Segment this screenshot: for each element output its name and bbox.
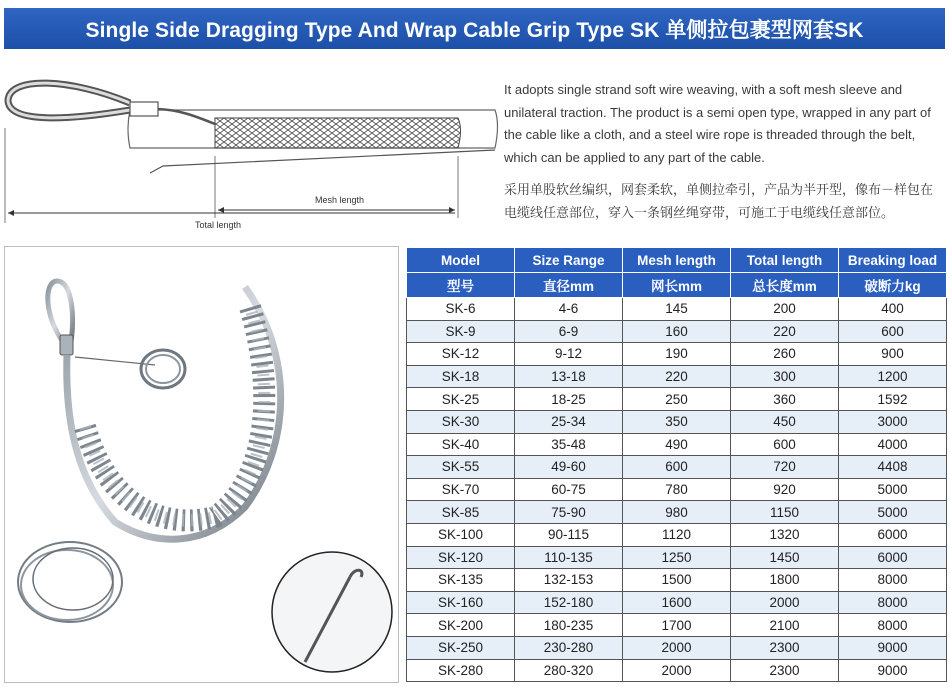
page-title: Single Side Dragging Type And Wrap Cable Grip Type SK 单侧拉包裹型网套SK	[85, 18, 864, 42]
table-cell: SK-40	[407, 433, 515, 456]
table-row	[407, 456, 947, 479]
table-cell: 1800	[731, 569, 839, 592]
header-size-range-cn: 直径mm	[515, 273, 623, 298]
header-row-en	[407, 248, 947, 273]
table-cell: 400	[839, 298, 947, 321]
table-row	[407, 659, 947, 682]
table-cell: 1200	[839, 365, 947, 388]
table-cell: 600	[623, 456, 731, 479]
table-cell: 4000	[839, 433, 947, 456]
mesh-length-label: Mesh length	[315, 195, 365, 205]
table-row	[407, 614, 947, 637]
table-cell: SK-120	[407, 546, 515, 569]
table-cell: SK-70	[407, 478, 515, 501]
product-description	[504, 79, 944, 224]
table-cell: 60-75	[515, 478, 623, 501]
product-photo	[4, 246, 399, 683]
table-cell: 450	[731, 410, 839, 433]
table-row	[407, 569, 947, 592]
table-cell: 18-25	[515, 388, 623, 411]
table-cell: 1320	[731, 523, 839, 546]
table-cell: 900	[839, 343, 947, 366]
table-cell: 2000	[731, 591, 839, 614]
table-cell: 360	[731, 388, 839, 411]
table-cell: 200	[731, 298, 839, 321]
table-cell: 1450	[731, 546, 839, 569]
table-cell: SK-25	[407, 388, 515, 411]
table-cell: 920	[731, 478, 839, 501]
header-model: Model	[407, 248, 515, 273]
table-cell: 1120	[623, 523, 731, 546]
table-cell: 1150	[731, 501, 839, 524]
table-row	[407, 410, 947, 433]
table-cell: 3000	[839, 410, 947, 433]
table-cell: SK-85	[407, 501, 515, 524]
table-cell: 2100	[731, 614, 839, 637]
table-cell: SK-135	[407, 569, 515, 592]
header-mesh-length: Mesh length	[623, 248, 731, 273]
table-cell: 1600	[623, 591, 731, 614]
cable-grip-illustration	[5, 247, 399, 683]
table-cell: 280-320	[515, 659, 623, 682]
title-banner	[4, 8, 945, 49]
table-row	[407, 320, 947, 343]
table-cell: 6000	[839, 546, 947, 569]
table-cell: 2300	[731, 636, 839, 659]
description-en: It adopts single strand soft wire weaving, with a soft mesh sleeve and unilateral traction. The product is a semi open type, wrapped in any part of the cable like a cloth, and a steel wire rope is threaded through the belt, which can be applied to any part of the cable.	[504, 82, 931, 165]
table-cell: 160	[623, 320, 731, 343]
table-cell: 220	[731, 320, 839, 343]
table-cell: 8000	[839, 614, 947, 637]
table-cell: SK-200	[407, 614, 515, 637]
table-row	[407, 501, 947, 524]
table-cell: 75-90	[515, 501, 623, 524]
table-row	[407, 478, 947, 501]
table-cell: 720	[731, 456, 839, 479]
table-cell: 1250	[623, 546, 731, 569]
table-cell: SK-9	[407, 320, 515, 343]
cable-grip-diagram	[0, 58, 500, 238]
table-row	[407, 591, 947, 614]
spec-table	[406, 247, 947, 682]
table-cell: 780	[623, 478, 731, 501]
header-mesh-length-cn: 网长mm	[623, 273, 731, 298]
table-row	[407, 523, 947, 546]
table-row	[407, 388, 947, 411]
table-cell: 2300	[731, 659, 839, 682]
table-cell: 350	[623, 410, 731, 433]
table-cell: 600	[839, 320, 947, 343]
table-cell: SK-100	[407, 523, 515, 546]
table-cell: 9000	[839, 659, 947, 682]
header-total-length: Total length	[731, 248, 839, 273]
table-cell: SK-30	[407, 410, 515, 433]
table-cell: 8000	[839, 591, 947, 614]
table-cell: 5000	[839, 501, 947, 524]
table-cell: 230-280	[515, 636, 623, 659]
table-cell: 2000	[623, 659, 731, 682]
table-cell: SK-160	[407, 591, 515, 614]
table-cell: 13-18	[515, 365, 623, 388]
header-size-range: Size Range	[515, 248, 623, 273]
table-cell: 35-48	[515, 433, 623, 456]
table-cell: 8000	[839, 569, 947, 592]
table-cell: 152-180	[515, 591, 623, 614]
table-row	[407, 433, 947, 456]
table-cell: 9-12	[515, 343, 623, 366]
table-cell: SK-250	[407, 636, 515, 659]
table-cell: 90-115	[515, 523, 623, 546]
table-row	[407, 365, 947, 388]
table-row	[407, 298, 947, 321]
table-cell: SK-280	[407, 659, 515, 682]
table-cell: 6-9	[515, 320, 623, 343]
header-model-cn: 型号	[407, 273, 515, 298]
header-breaking-load-cn: 破断力kg	[839, 273, 947, 298]
table-cell: 1700	[623, 614, 731, 637]
table-cell: 49-60	[515, 456, 623, 479]
table-cell: 25-34	[515, 410, 623, 433]
table-cell: 110-135	[515, 546, 623, 569]
header-breaking-load: Breaking load	[839, 248, 947, 273]
table-cell: 220	[623, 365, 731, 388]
table-cell: 250	[623, 388, 731, 411]
table-cell: 190	[623, 343, 731, 366]
table-cell: 1592	[839, 388, 947, 411]
table-cell: 980	[623, 501, 731, 524]
description-cn: 采用单股软丝编织，网套柔软，单侧拉牵引，产品为半开型，像布－样包在电缆线任意部位，穿入一条钢丝绳穿带，可施工于电缆线任意部位。	[504, 182, 934, 220]
table-row	[407, 343, 947, 366]
table-cell: 600	[731, 433, 839, 456]
table-cell: 145	[623, 298, 731, 321]
table-cell: 4-6	[515, 298, 623, 321]
table-cell: SK-6	[407, 298, 515, 321]
table-cell: SK-55	[407, 456, 515, 479]
table-cell: 6000	[839, 523, 947, 546]
table-cell: 260	[731, 343, 839, 366]
table-cell: 2000	[623, 636, 731, 659]
total-length-label: Total length	[195, 220, 242, 230]
table-cell: 1500	[623, 569, 731, 592]
table-row	[407, 636, 947, 659]
header-row-cn	[407, 273, 947, 298]
table-cell: 132-153	[515, 569, 623, 592]
table-cell: SK-18	[407, 365, 515, 388]
table-cell: SK-12	[407, 343, 515, 366]
table-row	[407, 546, 947, 569]
table-cell: 9000	[839, 636, 947, 659]
table-cell: 490	[623, 433, 731, 456]
table-cell: 180-235	[515, 614, 623, 637]
table-cell: 5000	[839, 478, 947, 501]
table-cell: 300	[731, 365, 839, 388]
table-cell: 4408	[839, 456, 947, 479]
header-total-length-cn: 总长度mm	[731, 273, 839, 298]
